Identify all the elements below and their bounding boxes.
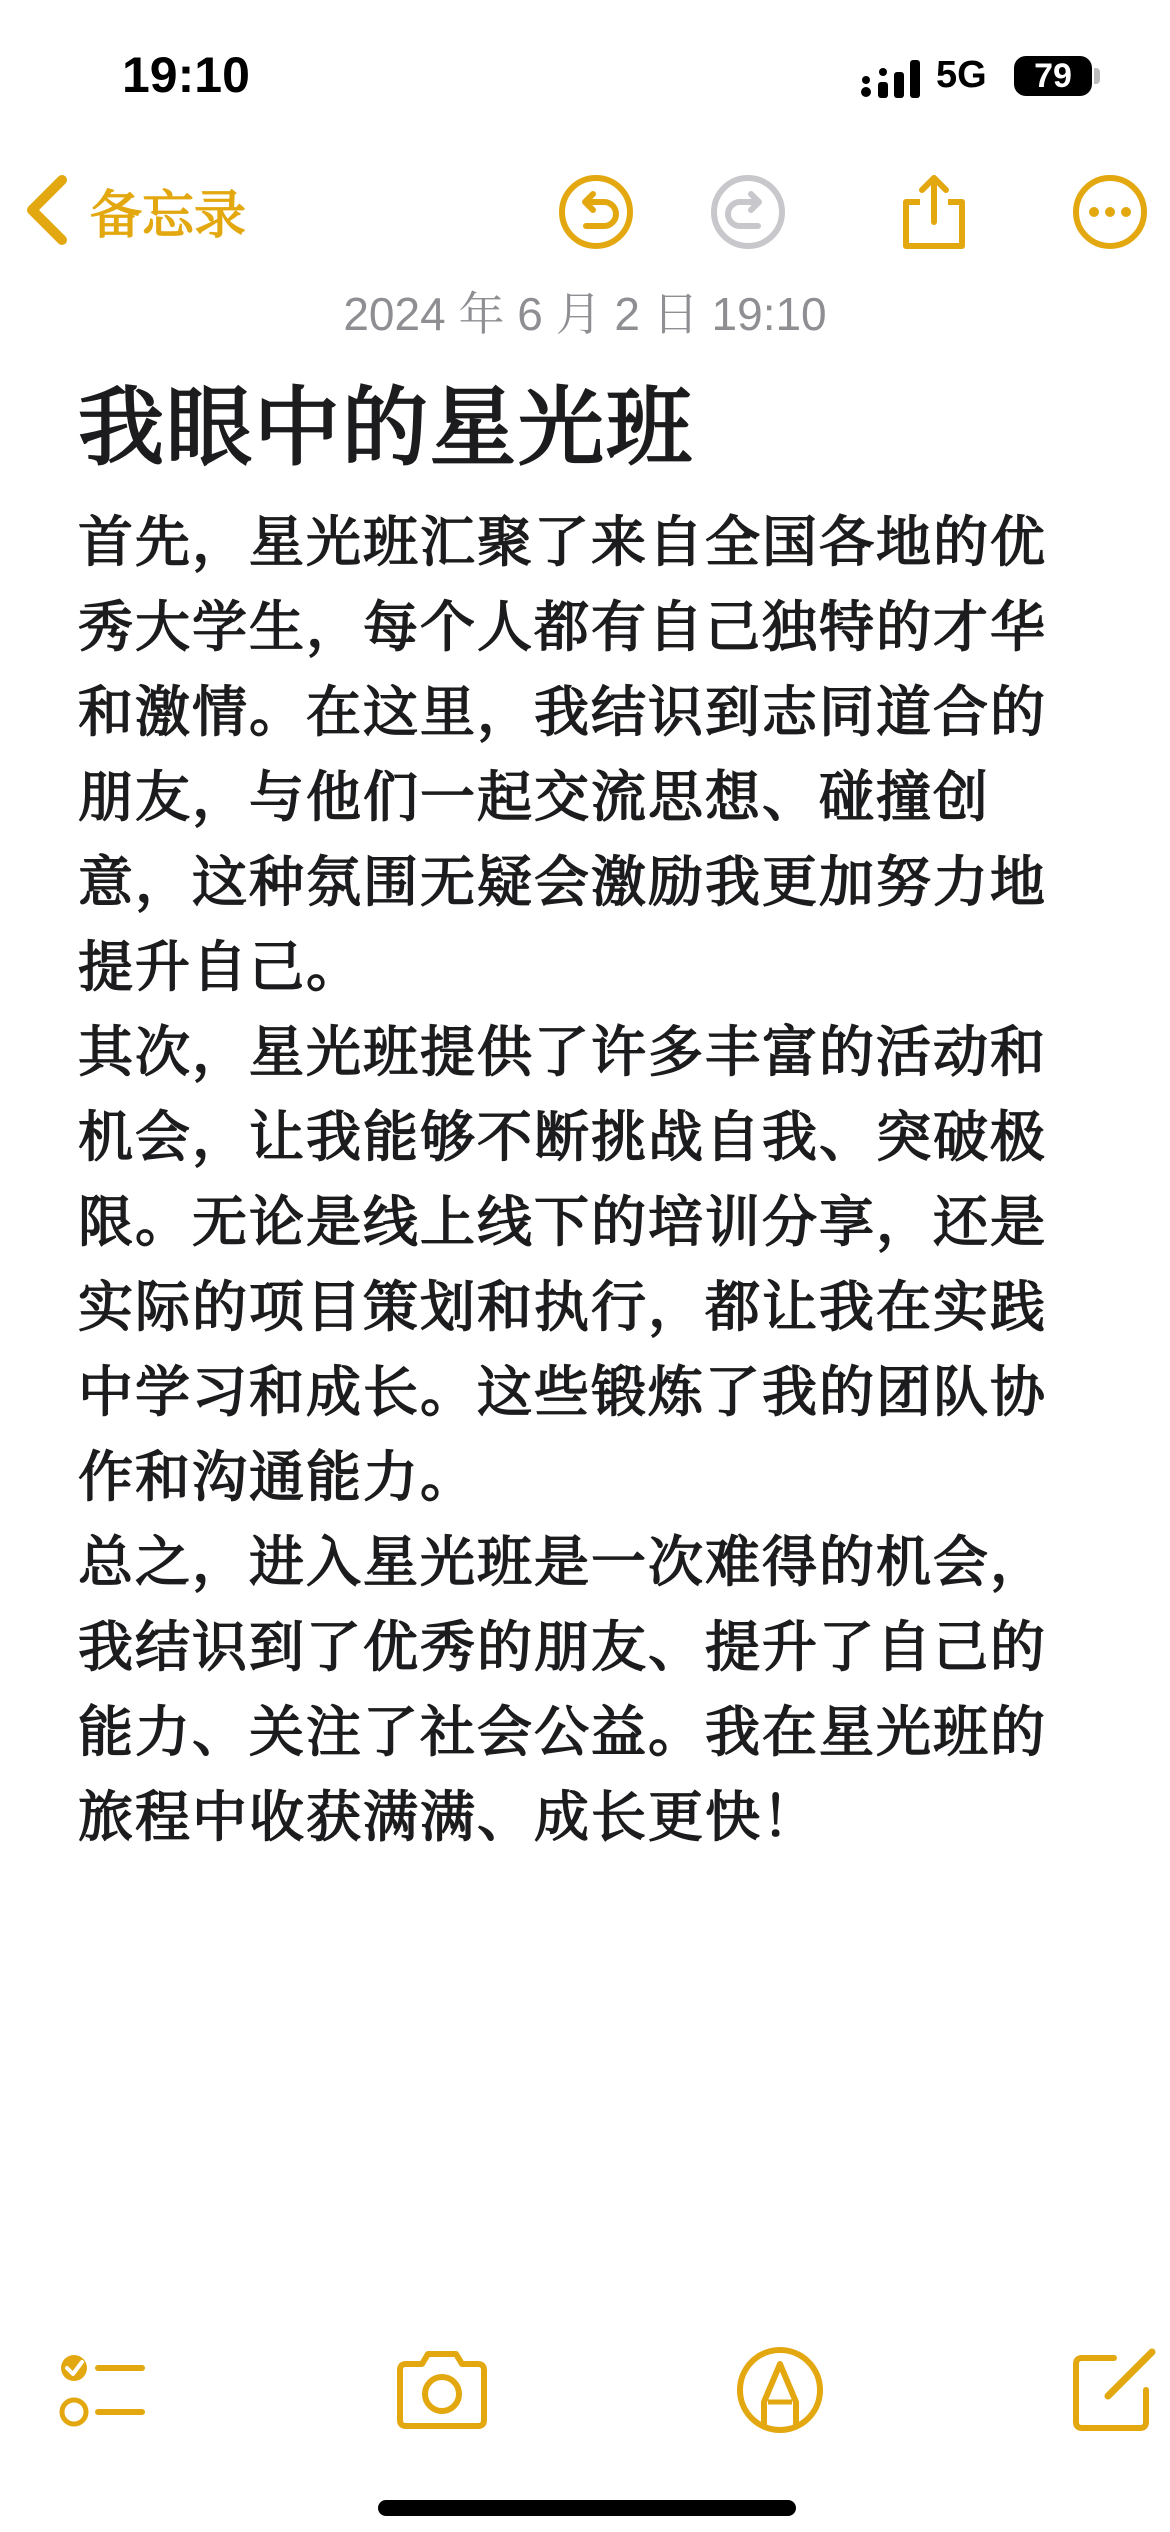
- note-line: 提升自己。: [78, 935, 364, 999]
- battery-level: 79: [1034, 57, 1072, 95]
- checklist-button[interactable]: [54, 2340, 154, 2440]
- network-type: 5G: [936, 54, 987, 96]
- bottom-toolbar: [0, 2320, 1170, 2450]
- battery-tip: [1094, 68, 1100, 84]
- markup-pen-icon: [730, 2340, 830, 2440]
- undo-button[interactable]: [556, 172, 636, 252]
- camera-icon: [392, 2340, 492, 2440]
- markup-button[interactable]: [730, 2340, 830, 2440]
- redo-button[interactable]: [708, 172, 788, 252]
- note-line: 中学习和成长。这些锻炼了我的团队协: [78, 1360, 1048, 1424]
- back-label: 备忘录: [90, 185, 247, 246]
- status-time: 19:10: [122, 47, 250, 103]
- note-line: 机会，让我能够不断挑战自我、突破极: [78, 1105, 1048, 1169]
- redo-icon: [708, 172, 788, 252]
- note-line: 作和沟通能力。: [78, 1445, 478, 1509]
- note-date: 2024 年 6 月 2 日 19:10: [343, 288, 827, 340]
- more-icon: [1070, 172, 1150, 252]
- note-line: 其次，星光班提供了许多丰富的活动和: [78, 1020, 1048, 1084]
- note-line: 我结识到了优秀的朋友、提升了自己的: [78, 1615, 1048, 1679]
- compose-icon: [1064, 2340, 1164, 2440]
- checklist-icon: [54, 2340, 154, 2440]
- note-line: 能力、关注了社会公益。我在星光班的: [78, 1700, 1048, 1764]
- compose-button[interactable]: [1064, 2340, 1164, 2440]
- note-line: 实际的项目策划和执行，都让我在实践: [78, 1275, 1048, 1339]
- undo-icon: [556, 172, 636, 252]
- camera-button[interactable]: [392, 2340, 492, 2440]
- more-button[interactable]: [1070, 172, 1150, 252]
- back-button[interactable]: [24, 170, 246, 250]
- status-bar: [0, 0, 1170, 150]
- note-line: 朋友，与他们一起交流思想、碰撞创: [78, 765, 991, 829]
- note-line: 和激情。在这里，我结识到志同道合的: [78, 680, 1048, 744]
- note-line: 意，这种氛围无疑会激励我更加努力地: [78, 850, 1048, 914]
- home-indicator[interactable]: [378, 2500, 796, 2516]
- note-line: 秀大学生，每个人都有自己独特的才华: [78, 595, 1048, 659]
- nav-bar: [0, 150, 1170, 270]
- cellular-signal-icon: [860, 58, 922, 98]
- note-line: 旅程中收获满满、成长更快！: [78, 1785, 820, 1849]
- note-line: 总之，进入星光班是一次难得的机会，: [78, 1530, 1048, 1594]
- note-line: 首先，星光班汇聚了来自全国各地的优: [78, 510, 1048, 574]
- share-icon: [894, 172, 974, 252]
- note-body[interactable]: [78, 500, 1098, 1860]
- share-button[interactable]: [894, 172, 974, 252]
- battery-icon: [1014, 56, 1092, 96]
- note-line: 限。无论是线上线下的培训分享，还是: [78, 1190, 1048, 1254]
- chevron-left-icon: [24, 174, 70, 246]
- note-title[interactable]: 我眼中的星光班: [78, 378, 694, 478]
